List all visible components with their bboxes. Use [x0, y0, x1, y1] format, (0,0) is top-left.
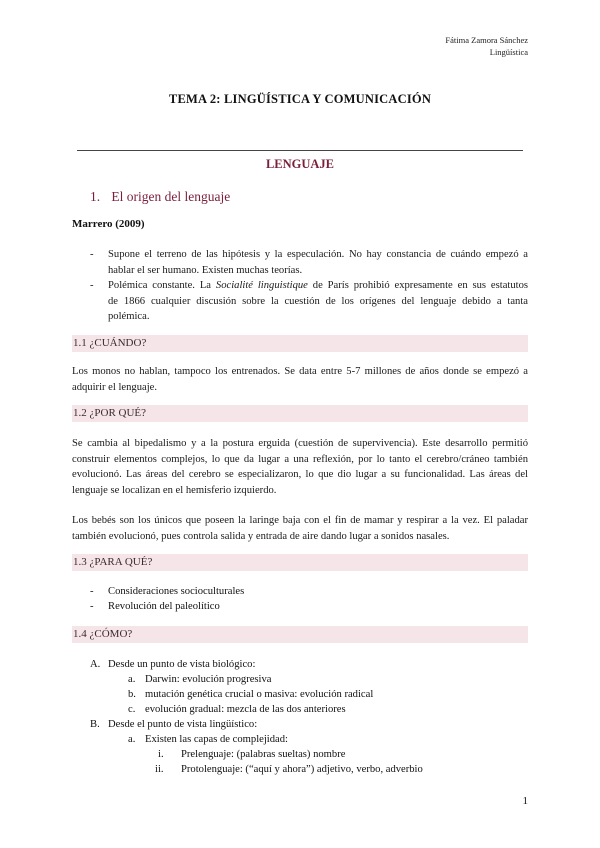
line — [108, 278, 528, 294]
subsection-heading-paraque — [72, 554, 528, 571]
line: Supone el terreno de las hipótesis y la especulación. No hay constancia de cuándo empezó a — [108, 249, 528, 260]
heading-origin — [90, 189, 230, 205]
page-header — [445, 34, 528, 58]
line: de 1866 cualquier discusión sobre la cuestión de los orígenes del lenguaje debido a tanta — [108, 295, 528, 307]
line: evolucionó. Las áreas del cerebro se especializaron, lo que dio lugar a su funcionalidad. Las áreas del — [72, 469, 528, 480]
list-marker: B. — [90, 719, 100, 730]
text-run: Polémica constante. La — [108, 280, 216, 291]
italic-term: Socialité linguistique — [215, 280, 308, 291]
subsection-heading-como — [72, 626, 528, 643]
line: Se cambia al bipedalismo y a la postura erguida (cuestión de supervivencia). Este desarrollo permitió — [72, 438, 528, 449]
bullet-marker: - — [90, 280, 94, 291]
list-item — [108, 278, 528, 325]
section-title: LENGUAJE — [265, 157, 335, 171]
list-item: Darwin: evolución progresiva — [145, 674, 272, 685]
page-number: 1 — [522, 795, 528, 807]
list-marker: i. — [158, 749, 164, 760]
list-marker: a. — [128, 674, 136, 685]
list-item: Existen las capas de complejidad: — [145, 734, 288, 745]
text-run: de París prohibió expresamente en sus estatutos — [307, 280, 528, 291]
line: Los bebés son los únicos que poseen la laringe baja con el fin de mamar y respirar a la vez. El paladar — [72, 515, 528, 526]
list-marker: c. — [128, 704, 136, 715]
bullet-marker: - — [90, 586, 94, 597]
paragraph — [72, 364, 528, 395]
list-item: Prelenguaje: (palabras sueltas) nombre — [181, 749, 346, 760]
list-item: mutación genética crucial o masiva: evolución radical — [145, 689, 374, 700]
subsection-title: 1.4 ¿CÓMO? — [73, 628, 133, 640]
paragraph — [72, 436, 528, 498]
list-item: Desde el punto de vista lingüístico: — [108, 719, 258, 730]
list-item: Revolución del paleolítico — [108, 601, 220, 612]
title-divider — [77, 150, 523, 151]
subsection-title: 1.2 ¿POR QUÉ? — [73, 407, 147, 419]
subsection-heading-cuando — [72, 335, 528, 352]
subsection-heading-porque — [72, 405, 528, 422]
list-item: Desde un punto de vista biológico: — [108, 659, 256, 670]
author-reference: Marrero (2009) — [72, 218, 145, 230]
header-author: Fátima Zamora Sánchez — [445, 35, 528, 45]
heading-text: El origen del lenguaje — [111, 189, 231, 204]
list-marker: a. — [128, 734, 136, 745]
line: lenguaje se localizan en el hemisferio izquierdo. — [72, 484, 277, 496]
subsection-title: 1.3 ¿PARA QUÉ? — [73, 556, 153, 568]
line: construir elementos complejos, lo que da lugar a una reflexión, por lo tanto el cerebro/cráneo también — [72, 453, 528, 465]
line: Los monos no hablan, tampoco los entrenados. Se data entre 5-7 millones de años donde se empezó a — [72, 366, 528, 377]
line: hablar el ser humano. Existen muchas teorías. — [108, 264, 303, 276]
list-marker: A. — [90, 659, 101, 670]
list-item: Protolenguaje: (“aquí y ahora”) adjetivo, verbo, adverbio — [181, 764, 423, 775]
line: polémica. — [108, 311, 150, 322]
bullet-marker: - — [90, 249, 94, 260]
list-item: evolución gradual: mezcla de las dos anteriores — [145, 704, 346, 715]
bullet-marker: - — [90, 601, 94, 612]
list-item: Consideraciones socioculturales — [108, 586, 245, 597]
subsection-title: 1.1 ¿CUÁNDO? — [73, 337, 147, 349]
list-marker: b. — [128, 689, 136, 700]
list-item — [108, 247, 528, 278]
line: adquirir el lenguaje. — [72, 381, 158, 393]
header-subject: Lingüística — [489, 47, 528, 57]
line: también evolucionó, pues controla salida y entrada de aire dando lugar a sonidos nasales. — [72, 530, 450, 542]
document-title: TEMA 2: LINGÜÍSTICA Y COMUNICACIÓN — [168, 92, 432, 106]
paragraph — [72, 513, 528, 544]
list-marker: ii. — [155, 764, 164, 775]
heading-number: 1. — [90, 189, 101, 204]
